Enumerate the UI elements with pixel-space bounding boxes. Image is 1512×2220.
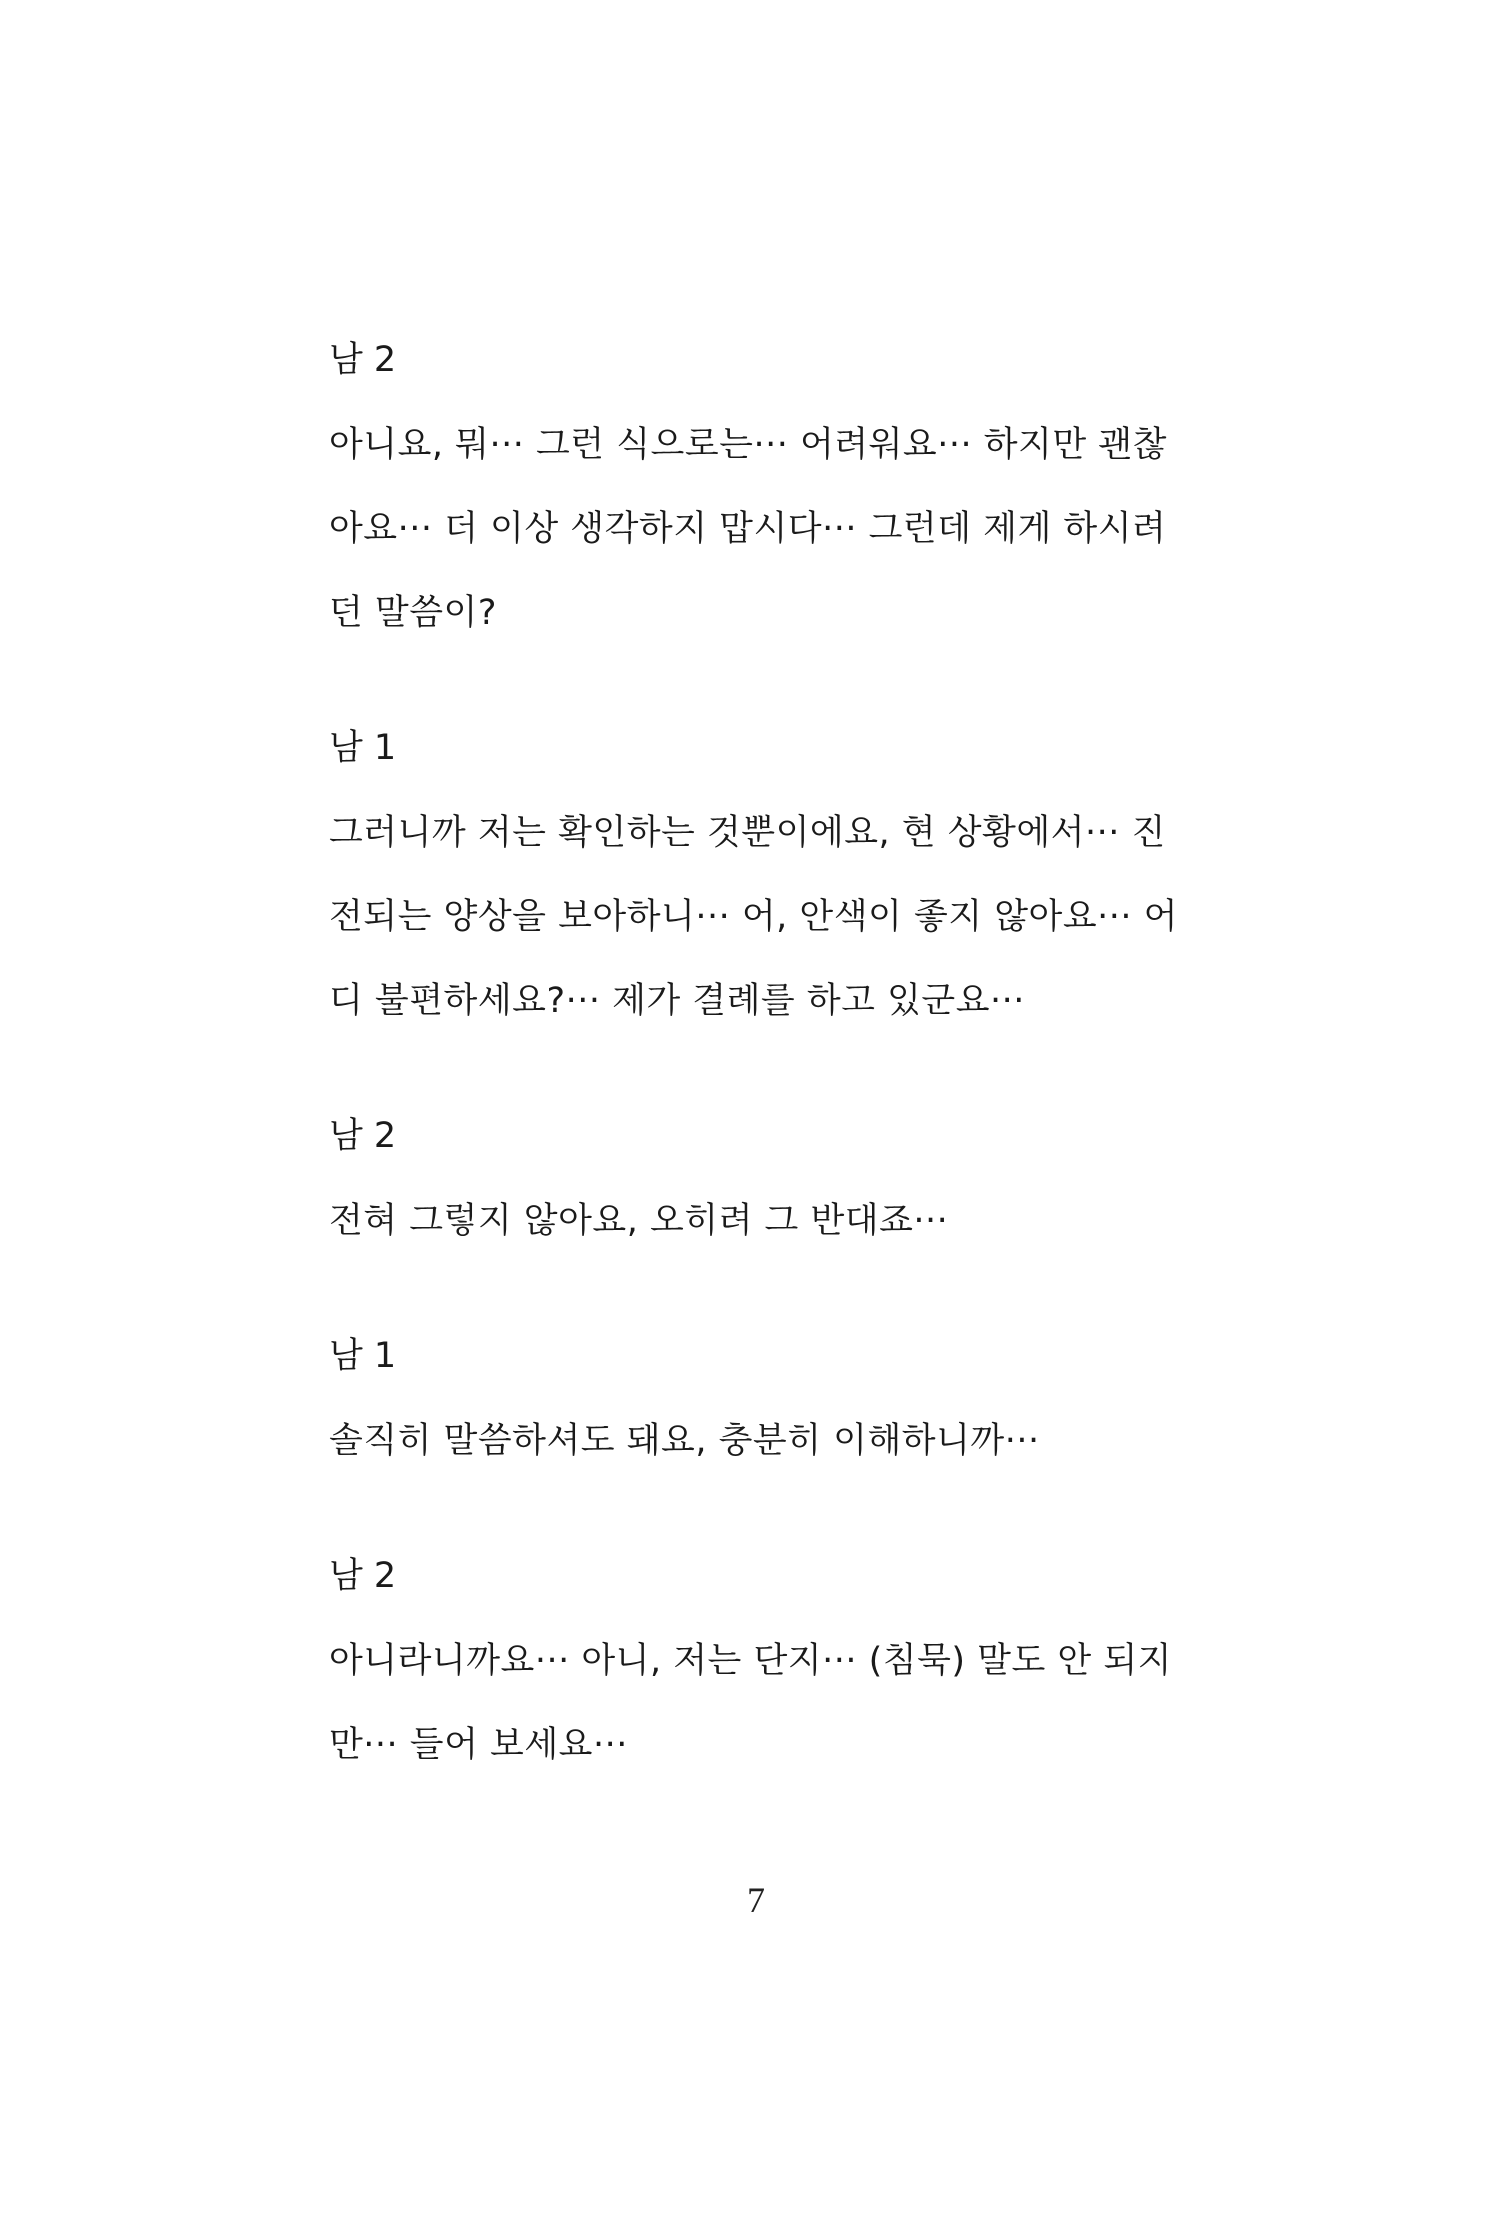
- dialogue-line: 만··· 들어 보세요···: [329, 1725, 628, 1765]
- dialogue-line: 아니라니까요··· 아니, 저는 단지··· (침묵) 말도 안 되지: [329, 1641, 1172, 1681]
- dialogue-line: 아요··· 더 이상 생각하지 맙시다··· 그런데 제게 하시려: [329, 509, 1167, 549]
- dialogue-line: 디 불편하세요?··· 제가 결례를 하고 있군요···: [329, 981, 1025, 1021]
- dialogue-line: 아니요, 뭐··· 그런 식으로는··· 어려워요··· 하지만 괜찮: [329, 425, 1167, 465]
- dialogue-block: [329, 1326, 1239, 1483]
- speaker-label: 남 2: [329, 1116, 397, 1156]
- speaker-label: 남 1: [329, 728, 397, 768]
- dialogue-line: 던 말씀이?: [329, 593, 497, 633]
- dialogue-block: [329, 1106, 1239, 1263]
- speaker-label: 남 2: [329, 340, 397, 380]
- dialogue-line: 솔직히 말씀하셔도 돼요, 충분히 이해하니까···: [329, 1421, 1040, 1461]
- dialogue-column: [329, 330, 1239, 1850]
- dialogue-block: [329, 1546, 1239, 1787]
- dialogue-line: 전되는 양상을 보아하니··· 어, 안색이 좋지 않아요··· 어: [329, 897, 1178, 937]
- dialogue-block: [329, 330, 1239, 655]
- speaker-label: 남 2: [329, 1556, 397, 1596]
- dialogue-line: 그러니까 저는 확인하는 것뿐이에요, 현 상황에서··· 진: [329, 813, 1166, 853]
- speaker-label: 남 1: [329, 1336, 397, 1376]
- dialogue-line: 전혀 그렇지 않아요, 오히려 그 반대죠···: [329, 1201, 949, 1241]
- page-number: 7: [747, 1880, 765, 1920]
- dialogue-block: [329, 718, 1239, 1043]
